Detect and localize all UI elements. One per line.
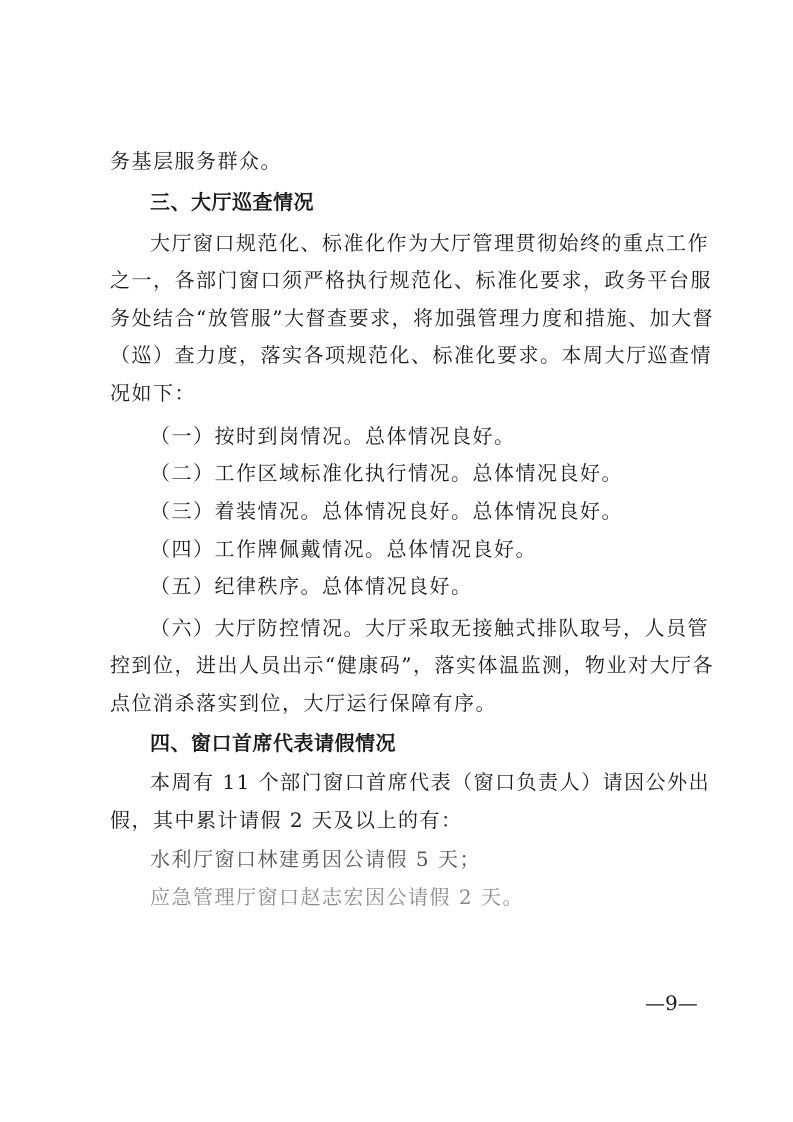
leave-entry-water: 水利厅窗口林建勇因公请假 5 天； (150, 847, 481, 871)
paragraph-line: （巡）查力度，落实各项规范化、标准化要求。本周大厅巡查情 (110, 343, 712, 367)
list-item-work-area: （二）工作区域标准化执行情况。总体情况良好。 (150, 461, 623, 485)
paragraph-line: 本周有 11 个部门窗口首席代表（窗口负责人）请因公外出 (150, 770, 711, 794)
section-heading-hall-inspection: 三、大厅巡查情况 (150, 190, 314, 214)
list-item-epidemic-control: （六）大厅防控情况。大厅采取无接触式排队取号，人员管 (150, 616, 709, 640)
paragraph-line: 大厅窗口规范化、标准化作为大厅管理贯彻始终的重点工作 (150, 231, 709, 255)
page-number: —9— (645, 991, 698, 1015)
paragraph-line: 务处结合“放管服”大督查要求，将加强管理力度和措施、加大督 (110, 306, 714, 330)
paragraph-line: 况如下： (110, 381, 196, 405)
section-heading-leave: 四、窗口首席代表请假情况 (150, 731, 396, 755)
leave-entry-emergency: 应急管理厅窗口赵志宏因公请假 2 天。 (150, 885, 524, 909)
paragraph-line: 之一，各部门窗口须严格执行规范化、标准化要求，政务平台服 (110, 268, 712, 292)
list-item-attire: （三）着装情况。总体情况良好。总体情况良好。 (150, 499, 623, 523)
list-item-discipline: （五）纪律秩序。总体情况良好。 (150, 574, 473, 598)
list-item-epidemic-control-line: 点位消杀落实到位，大厅运行保障有序。 (110, 691, 497, 715)
list-item-attendance: （一）按时到岗情况。总体情况良好。 (150, 424, 516, 448)
paragraph-line: 假，其中累计请假 2 天及以上的有： (110, 808, 463, 832)
list-item-badge: （四）工作牌佩戴情况。总体情况良好。 (150, 537, 537, 561)
paragraph-continuation-line: 务基层服务群众。 (110, 149, 282, 173)
list-item-epidemic-control-line: 控到位，进出人员出示“健康码”，落实体温监测，物业对大厅各 (110, 653, 714, 677)
